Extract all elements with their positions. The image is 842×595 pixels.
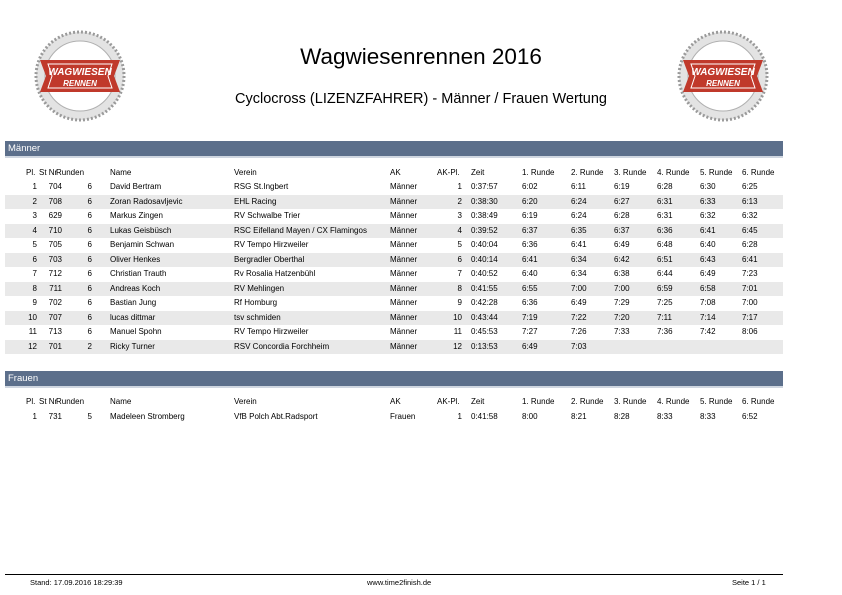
cell-lap-3: 6:28 [614, 211, 630, 220]
cell-place: 11 [28, 327, 37, 336]
cell-place: 6 [32, 254, 37, 264]
table-row [5, 311, 783, 325]
cell-age-class: Männer [390, 341, 418, 351]
cell-laps: 6 [87, 254, 92, 264]
cell-time: 0:42:28 [471, 298, 498, 307]
cell-start-number: 701 [48, 341, 62, 351]
column-header-lap-5: 5. Runde [700, 397, 733, 406]
cell-age-class-place: 10 [453, 312, 462, 322]
footer-timestamp: Stand: 17.09.2016 18:29:39 [30, 578, 123, 587]
column-header-lap-4: 4. Runde [657, 397, 690, 406]
cell-laps: 6 [87, 225, 92, 235]
cell-lap-3: 7:20 [614, 312, 630, 322]
cell-place: 1 [32, 182, 37, 191]
column-header-place: Pl. [26, 168, 36, 177]
footer-url: www.time2finish.de [367, 578, 432, 587]
cell-place: 1 [32, 412, 37, 421]
cell-time: 0:45:53 [471, 327, 498, 336]
cell-name: David Bertram [110, 182, 162, 191]
footer-page-number: Seite 1 / 1 [732, 578, 766, 587]
cell-lap-1: 6:36 [522, 298, 538, 307]
cell-time: 0:37:57 [471, 182, 498, 191]
cell-lap-1: 8:00 [522, 412, 538, 421]
cell-lap-5: 7:08 [700, 298, 716, 307]
cell-lap-3: 7:33 [614, 327, 630, 336]
table-row [5, 195, 783, 209]
cell-lap-5: 8:33 [700, 412, 716, 421]
column-header-start-number: St Nr [39, 397, 58, 406]
cell-lap-3: 6:19 [614, 182, 630, 191]
cell-age-class-place: 6 [457, 254, 462, 264]
cell-age-class: Männer [390, 298, 418, 307]
cell-club: RSC Eifelland Mayen / CX Flamingos [234, 225, 367, 235]
cell-age-class-place: 11 [453, 327, 462, 336]
cell-lap-4: 6:44 [657, 269, 673, 278]
cell-time: 0:40:04 [471, 240, 498, 249]
cell-age-class-place: 3 [457, 211, 462, 220]
cell-place: 8 [32, 283, 37, 293]
cell-club: RV Mehlingen [234, 283, 285, 293]
column-header-lap-2: 2. Runde [571, 168, 604, 177]
cell-lap-3: 6:37 [614, 225, 630, 235]
cell-lap-2: 7:26 [571, 327, 587, 336]
cell-name: Manuel Spohn [110, 327, 162, 336]
column-header-lap-6: 6. Runde [742, 168, 775, 177]
cell-place: 2 [32, 196, 37, 206]
cell-place: 9 [32, 298, 37, 307]
cell-lap-1: 6:02 [522, 182, 538, 191]
cell-lap-6: 6:41 [742, 254, 758, 264]
cell-name: Andreas Koch [110, 283, 161, 293]
cell-lap-6: 6:52 [742, 412, 758, 421]
cell-lap-5: 6:43 [700, 254, 716, 264]
cell-age-class: Männer [390, 312, 418, 322]
cell-laps: 2 [87, 341, 92, 351]
svg-text:WAGWIESEN: WAGWIESEN [691, 67, 755, 78]
cell-lap-6: 6:25 [742, 182, 758, 191]
column-header-age-class: AK [390, 168, 401, 177]
column-header-lap-1: 1. Runde [522, 397, 555, 406]
cell-name: lucas dittmar [110, 312, 156, 322]
cell-lap-6: 6:13 [742, 196, 758, 206]
cell-lap-1: 6:40 [522, 269, 538, 278]
cell-lap-5: 6:32 [700, 211, 716, 220]
cell-place: 12 [28, 341, 37, 351]
cell-club: Bergradler Oberthal [234, 254, 305, 264]
cell-start-number: 712 [48, 269, 62, 278]
cell-start-number: 731 [48, 412, 62, 421]
cell-lap-1: 7:19 [522, 312, 538, 322]
cell-time: 0:13:53 [471, 341, 498, 351]
cell-lap-2: 6:35 [571, 225, 587, 235]
cell-name: Lukas Geisbüsch [110, 225, 172, 235]
column-header-laps: Runden [56, 168, 85, 177]
cell-lap-1: 6:19 [522, 211, 538, 220]
cell-time: 0:38:49 [471, 211, 498, 220]
cell-time: 0:43:44 [471, 312, 498, 322]
cell-place: 4 [32, 225, 37, 235]
cell-lap-6: 7:23 [742, 269, 758, 278]
column-header-lap-5: 5. Runde [700, 168, 733, 177]
cell-lap-2: 6:24 [571, 196, 587, 206]
column-header-lap-1: 1. Runde [522, 168, 555, 177]
cell-laps: 6 [87, 211, 92, 220]
column-header-time: Zeit [471, 397, 485, 406]
cell-laps: 6 [87, 240, 92, 249]
cell-time: 0:38:30 [471, 196, 498, 206]
cell-place: 3 [32, 211, 37, 220]
cell-club: Rf Homburg [234, 298, 278, 307]
cell-lap-4: 6:31 [657, 211, 673, 220]
cell-lap-4: 7:25 [657, 298, 673, 307]
cell-laps: 6 [87, 196, 92, 206]
cell-age-class: Männer [390, 240, 418, 249]
table-row [5, 238, 783, 252]
cell-lap-2: 6:34 [571, 269, 587, 278]
cell-lap-5: 6:40 [700, 240, 716, 249]
cell-lap-4: 6:31 [657, 196, 673, 206]
column-header-age-class-place: AK-Pl. [437, 168, 460, 177]
cell-lap-3: 6:27 [614, 196, 630, 206]
cell-lap-3: 7:00 [614, 283, 630, 293]
cell-club: VfB Polch Abt.Radsport [234, 412, 318, 421]
page-title: Wagwiesenrennen 2016 [300, 44, 542, 69]
table-header-row [0, 167, 842, 178]
footer-divider [5, 574, 783, 575]
cell-lap-1: 6:49 [522, 341, 538, 351]
column-header-club: Verein [234, 397, 257, 406]
cell-laps: 6 [87, 182, 92, 191]
svg-text:RENNEN: RENNEN [706, 79, 740, 88]
cell-age-class: Männer [390, 225, 418, 235]
cell-lap-1: 6:37 [522, 225, 538, 235]
cell-name: Bastian Jung [110, 298, 157, 307]
cell-club: Rv Rosalia Hatzenbühl [234, 269, 316, 278]
cell-lap-5: 6:41 [700, 225, 716, 235]
cell-lap-4: 6:36 [657, 225, 673, 235]
cell-age-class: Männer [390, 269, 418, 278]
cell-time: 0:39:52 [471, 225, 498, 235]
section-header-frauen: Frauen [5, 371, 783, 386]
cell-place: 5 [32, 240, 37, 249]
cell-lap-4: 7:11 [657, 312, 672, 322]
cell-place: 7 [32, 269, 37, 278]
cell-age-class-place: 12 [453, 341, 462, 351]
cell-age-class: Männer [390, 182, 418, 191]
cell-name: Madeleen Stromberg [110, 412, 185, 421]
cell-age-class-place: 7 [457, 269, 462, 278]
cell-start-number: 708 [48, 196, 62, 206]
column-header-lap-3: 3. Runde [614, 397, 647, 406]
cell-age-class-place: 5 [457, 240, 462, 249]
cell-place: 10 [28, 312, 37, 322]
section-header-shadow [5, 156, 783, 158]
cell-time: 0:41:55 [471, 283, 498, 293]
cell-laps: 5 [87, 412, 92, 421]
cell-lap-6: 7:17 [742, 312, 758, 322]
cell-lap-1: 7:27 [522, 327, 538, 336]
cell-lap-5: 6:30 [700, 182, 716, 191]
cell-start-number: 702 [48, 298, 62, 307]
page-subtitle: Cyclocross (LIZENZFAHRER) - Männer / Frauen Wertung [235, 91, 607, 107]
cell-start-number: 703 [48, 254, 62, 264]
cell-lap-2: 6:24 [571, 211, 587, 220]
column-header-time: Zeit [471, 168, 485, 177]
cell-age-class: Frauen [390, 412, 416, 421]
cell-age-class-place: 1 [457, 182, 462, 191]
cell-lap-2: 6:34 [571, 254, 587, 264]
cell-lap-2: 6:11 [571, 182, 586, 191]
column-header-name: Name [110, 168, 132, 177]
section-header-shadow [5, 386, 783, 388]
cell-club: RSG St.Ingbert [234, 182, 289, 191]
table-row [5, 253, 783, 267]
column-header-lap-3: 3. Runde [614, 168, 647, 177]
cell-start-number: 713 [48, 327, 62, 336]
cell-start-number: 704 [48, 182, 62, 191]
column-header-start-number: St Nr [39, 168, 58, 177]
cell-laps: 6 [87, 312, 92, 322]
column-header-laps: Runden [56, 397, 85, 406]
cell-name: Oliver Henkes [110, 254, 161, 264]
section-header-maenner: Männer [5, 141, 783, 156]
cell-lap-3: 6:49 [614, 240, 630, 249]
cell-lap-5: 7:14 [700, 312, 716, 322]
cell-lap-4: 6:48 [657, 240, 673, 249]
table-row [5, 282, 783, 296]
cell-lap-2: 7:00 [571, 283, 587, 293]
cell-club: RV Schwalbe Trier [234, 211, 301, 220]
cell-lap-1: 6:55 [522, 283, 538, 293]
column-header-club: Verein [234, 168, 257, 177]
table-row [5, 410, 783, 424]
cell-start-number: 710 [48, 225, 62, 235]
cell-laps: 6 [87, 269, 92, 278]
column-header-lap-4: 4. Runde [657, 168, 690, 177]
cell-lap-2: 6:41 [571, 240, 587, 249]
cell-name: Christian Trauth [110, 269, 167, 278]
cell-lap-3: 8:28 [614, 412, 630, 421]
cell-name: Benjamin Schwan [110, 240, 175, 249]
cell-name: Markus Zingen [110, 211, 163, 220]
cell-lap-1: 6:20 [522, 196, 538, 206]
cell-lap-5: 6:49 [700, 269, 716, 278]
cell-lap-5: 6:33 [700, 196, 716, 206]
cell-lap-6: 6:28 [742, 240, 758, 249]
cell-laps: 6 [87, 283, 92, 293]
cell-lap-5: 6:58 [700, 283, 716, 293]
cell-lap-4: 8:33 [657, 412, 673, 421]
cell-age-class: Männer [390, 283, 418, 293]
cell-age-class: Männer [390, 196, 418, 206]
cell-club: tsv schmiden [234, 312, 281, 322]
cell-name: Zoran Radosavljevic [110, 196, 183, 206]
cell-start-number: 629 [48, 211, 62, 220]
svg-text:RENNEN: RENNEN [63, 79, 97, 88]
cell-start-number: 707 [48, 312, 62, 322]
svg-text:WAGWIESEN: WAGWIESEN [48, 67, 112, 78]
cell-age-class: Männer [390, 254, 418, 264]
column-header-name: Name [110, 397, 132, 406]
cell-lap-6: 8:06 [742, 327, 758, 336]
cell-lap-3: 7:29 [614, 298, 630, 307]
cell-lap-2: 8:21 [571, 412, 587, 421]
table-row [5, 296, 783, 310]
cell-age-class-place: 8 [457, 283, 462, 293]
cell-laps: 6 [87, 298, 92, 307]
table-row [5, 325, 783, 339]
cell-name: Ricky Turner [110, 341, 155, 351]
cell-lap-6: 7:01 [742, 283, 758, 293]
cell-lap-3: 6:42 [614, 254, 630, 264]
cell-lap-5: 7:42 [700, 327, 716, 336]
cell-age-class: Männer [390, 327, 418, 336]
column-header-lap-2: 2. Runde [571, 397, 604, 406]
column-header-place: Pl. [26, 397, 36, 406]
cell-club: EHL Racing [234, 196, 277, 206]
cell-start-number: 705 [48, 240, 62, 249]
cell-lap-6: 6:45 [742, 225, 758, 235]
cell-age-class-place: 1 [457, 412, 462, 421]
cell-laps: 6 [87, 327, 92, 336]
table-row [5, 224, 783, 238]
cell-age-class-place: 2 [457, 196, 462, 206]
column-header-age-class: AK [390, 397, 401, 406]
cell-time: 0:40:14 [471, 254, 498, 264]
table-row [5, 209, 783, 223]
table-row [5, 180, 783, 194]
table-row [5, 267, 783, 281]
cell-lap-1: 6:36 [522, 240, 538, 249]
table-header-row [0, 396, 842, 407]
cell-lap-4: 6:51 [657, 254, 673, 264]
cell-time: 0:41:58 [471, 412, 498, 421]
cell-lap-2: 7:22 [571, 312, 587, 322]
cell-lap-4: 6:59 [657, 283, 673, 293]
table-row [5, 340, 783, 354]
column-header-age-class-place: AK-Pl. [437, 397, 460, 406]
cell-lap-4: 7:36 [657, 327, 673, 336]
cell-club: RV Tempo Hirzweiler [234, 240, 309, 249]
cell-age-class-place: 4 [457, 225, 462, 235]
cell-lap-2: 6:49 [571, 298, 587, 307]
cell-age-class-place: 9 [457, 298, 462, 307]
cell-lap-3: 6:38 [614, 269, 630, 278]
cell-lap-2: 7:03 [571, 341, 587, 351]
cell-lap-6: 6:32 [742, 211, 758, 220]
cell-age-class: Männer [390, 211, 418, 220]
cell-time: 0:40:52 [471, 269, 498, 278]
cell-lap-4: 6:28 [657, 182, 673, 191]
cell-club: RSV Concordia Forchheim [234, 341, 330, 351]
cell-club: RV Tempo Hirzweiler [234, 327, 309, 336]
column-header-lap-6: 6. Runde [742, 397, 775, 406]
cell-lap-6: 7:00 [742, 298, 758, 307]
cell-start-number: 711 [49, 283, 62, 293]
cell-lap-1: 6:41 [522, 254, 538, 264]
